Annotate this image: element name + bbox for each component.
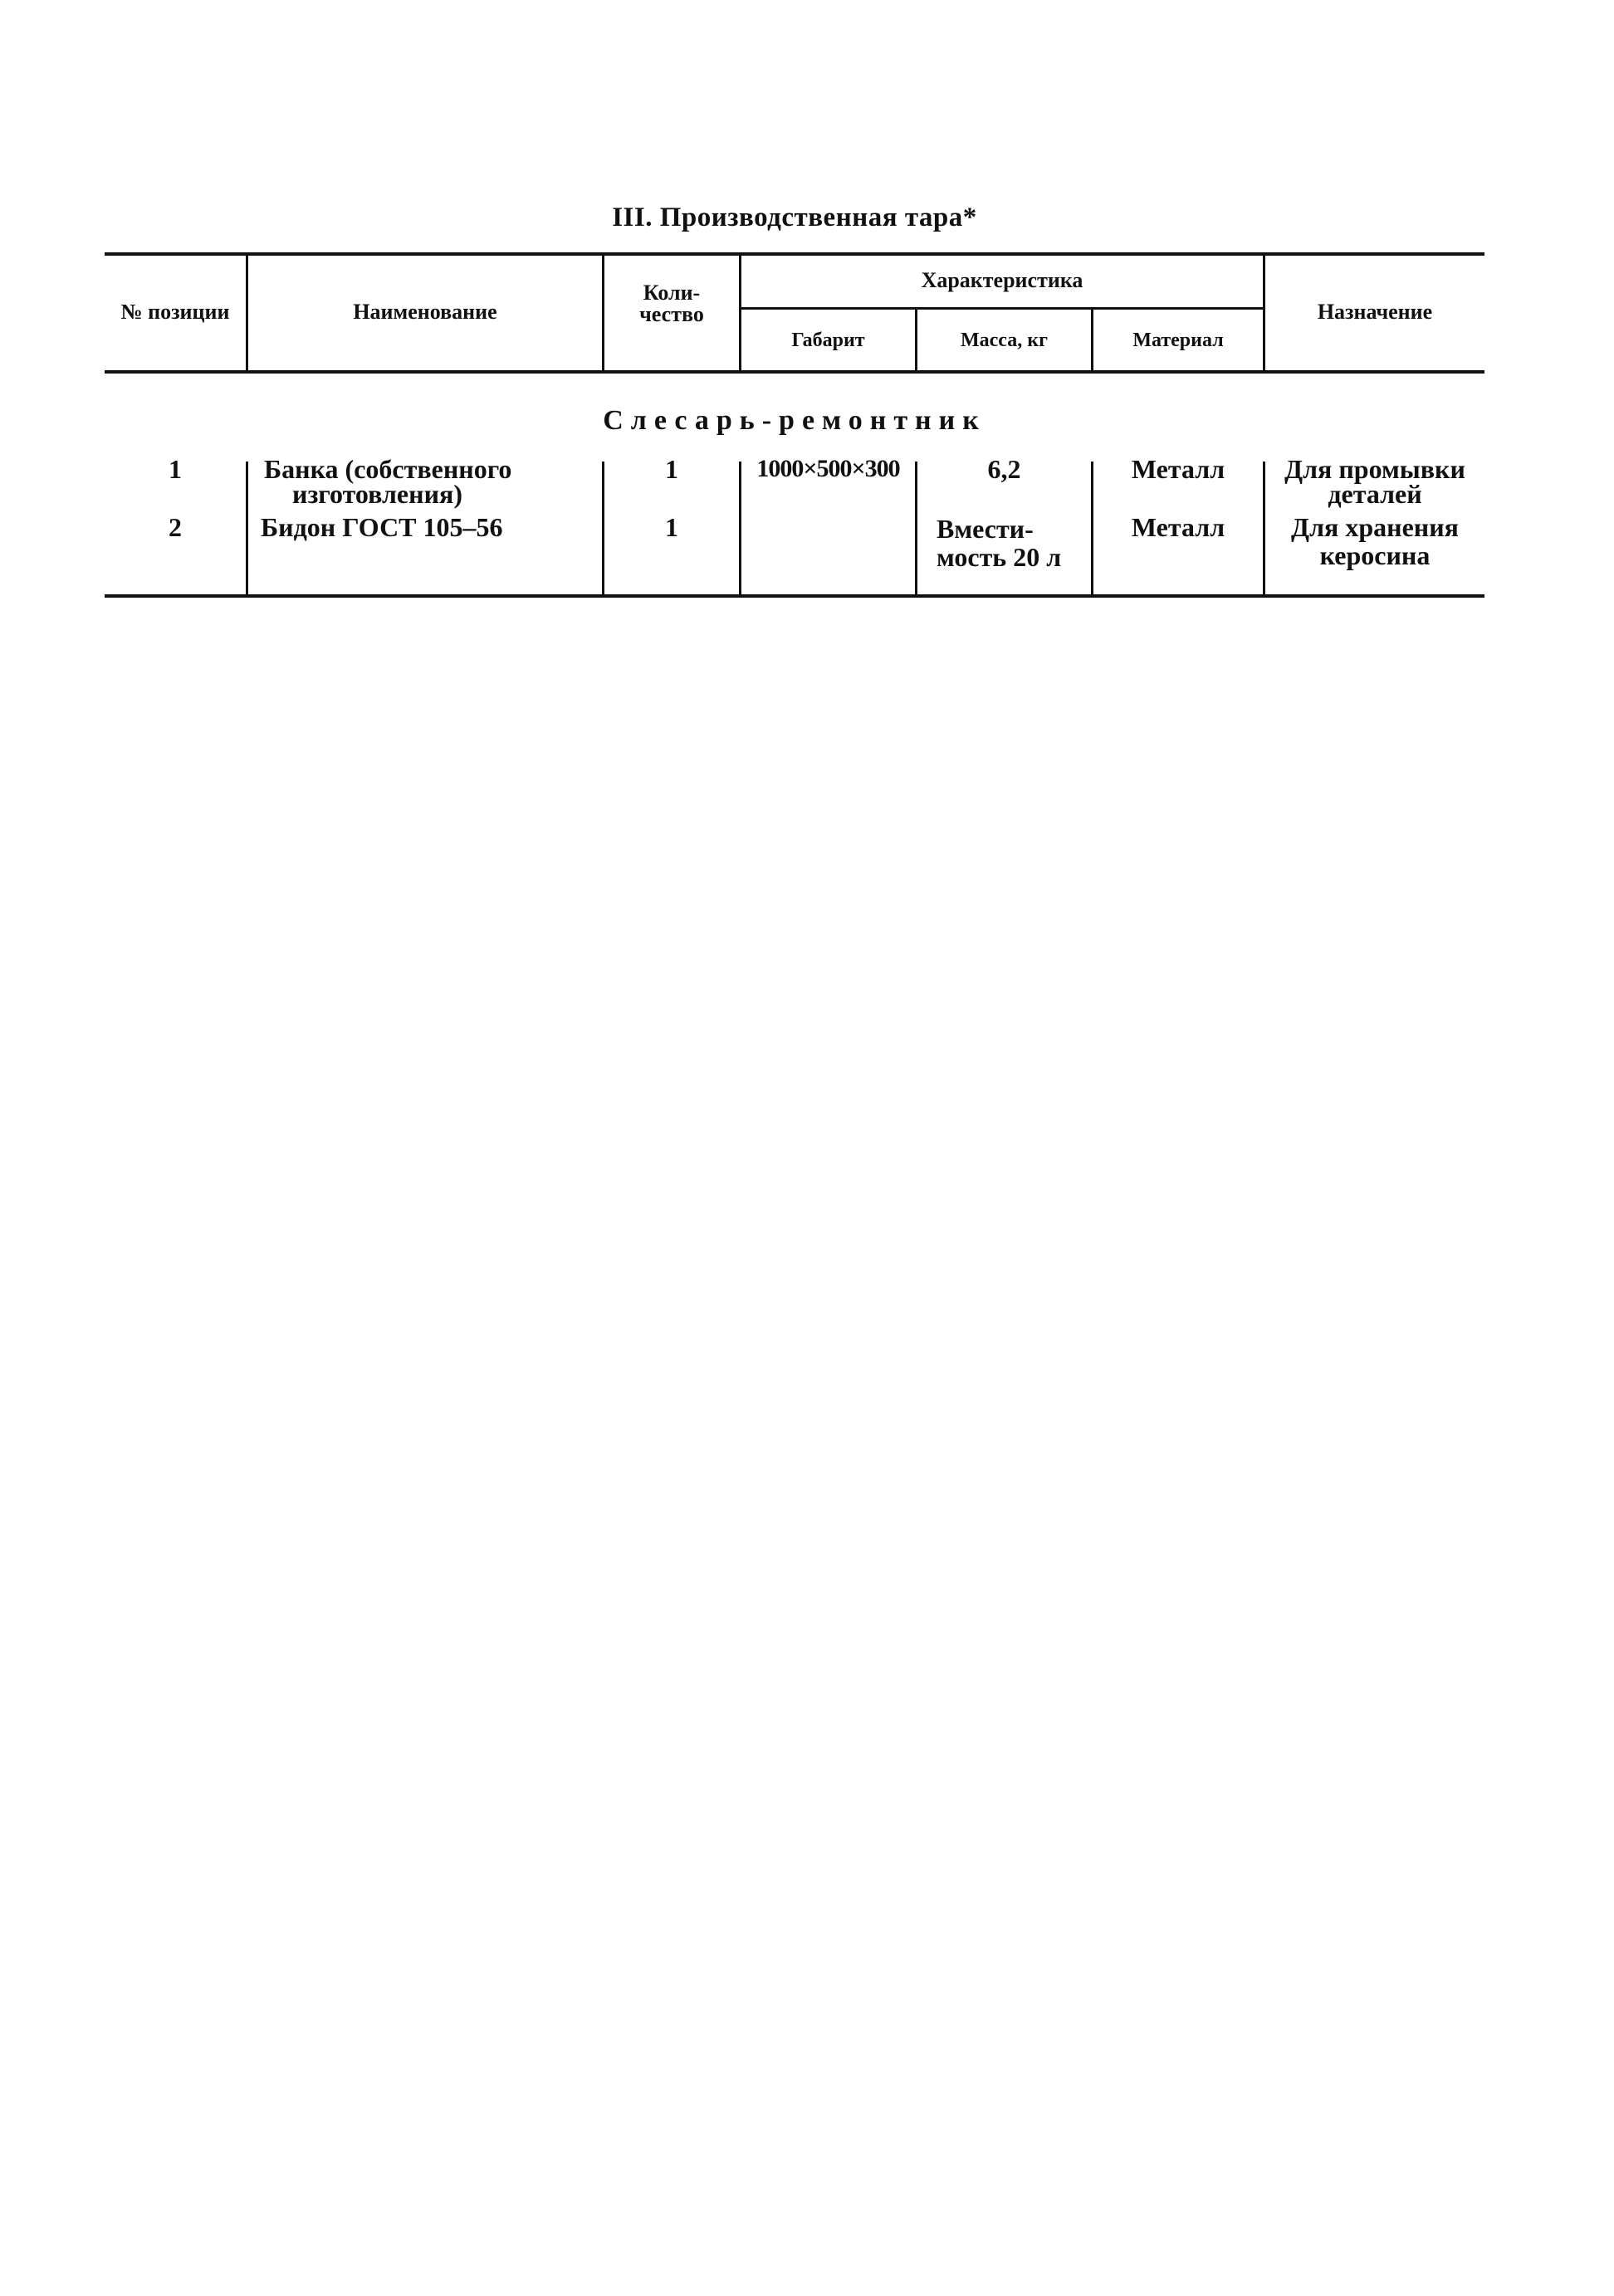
header-quantity [604,254,739,354]
header-quantity-line1: Коли- [643,281,701,305]
row-quantity: 1 [665,512,678,542]
row-mass: 6,2 [987,454,1021,484]
row-name-line1: Банка (собственного [264,454,512,484]
row-material: Металл [1131,454,1225,484]
row-quantity: 1 [665,454,678,484]
row-mass-line1: Вмести- [937,514,1034,544]
row-mass-line2: мость 20 л [937,542,1062,572]
header-bottom-rule [105,370,1484,374]
row-name-line2: изготовления) [292,479,462,509]
header-characteristic: Характеристика [921,268,1083,292]
body-divider [246,462,248,596]
section-heading: Слесарь-ремонтник [603,405,986,436]
table-bottom-rule [105,594,1484,598]
row-purpose-line1: Для промывки [1284,454,1465,484]
row-purpose-line1: Для хранения [1291,512,1459,542]
row-number: 2 [169,512,182,542]
header-quantity-line2: чество [639,302,704,326]
page-title: III. Производственная тара* [612,203,977,232]
header-material: Материал [1132,329,1224,351]
header-mass: Масса, кг [961,329,1048,351]
row-purpose-line2: деталей [1328,479,1422,509]
header-position: № позиции [120,300,230,324]
header-name: Наименование [353,300,497,324]
row-material: Металл [1131,512,1225,542]
row-number: 1 [169,454,182,484]
row-name-line1: Бидон ГОСТ 105–56 [261,512,503,542]
header-purpose: Назначение [1317,300,1433,324]
header-dimensions: Габарит [791,329,865,351]
row-purpose-line2: керосина [1319,540,1431,570]
row-dimensions: 1000×500×300 [756,455,900,482]
